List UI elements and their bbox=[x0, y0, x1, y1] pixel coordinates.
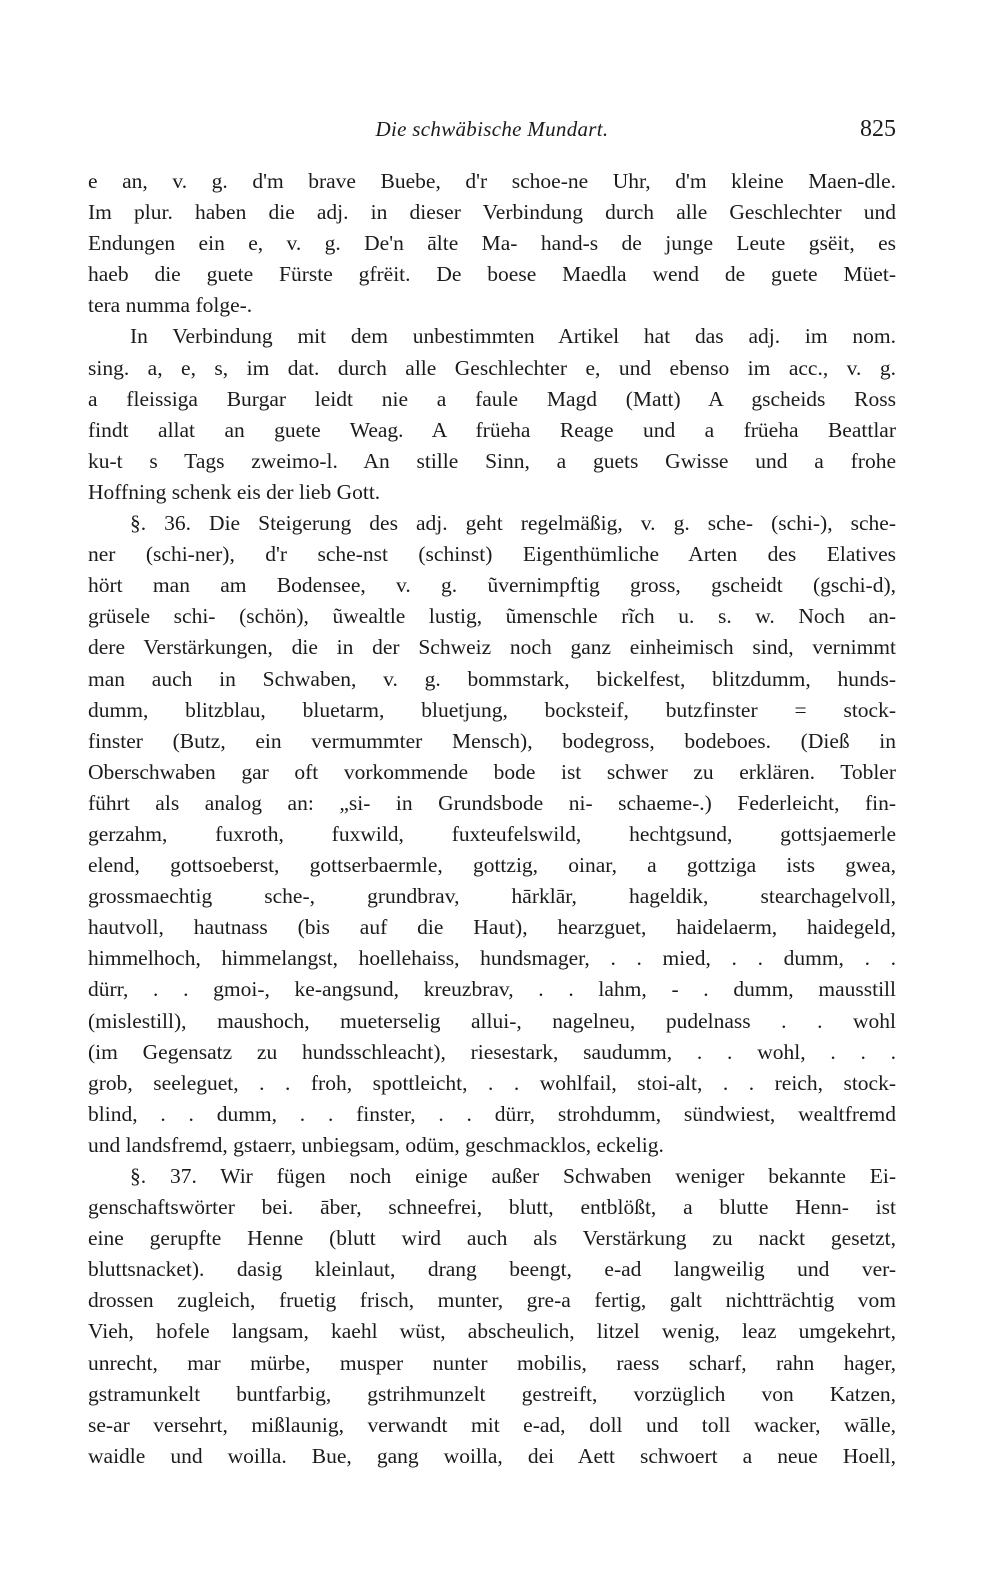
text-line: eine gerupfte Henne (blutt wird auch als Verstärkung zu nackt gesetzt, bbox=[88, 1226, 896, 1251]
text-line: sing. a, e, s, im dat. durch alle Geschlechter e, und ebenso im acc., v. g. bbox=[88, 355, 896, 380]
text-line: findt allat an guete Weag. A früeha Reage und a früeha Beattlar bbox=[88, 417, 896, 442]
page-number: 825 bbox=[860, 116, 896, 142]
section-36-heading-line: §. 36. Die Steigerung des adj. geht regelmäßig, v. g. sche- (schi-), sche- bbox=[130, 511, 896, 536]
text-line: Im plur. haben die adj. in dieser Verbindung durch alle Geschlechter und bbox=[88, 200, 896, 225]
paragraph-start-line: In Verbindung mit dem unbestimmten Artikel hat das adj. im nom. bbox=[130, 324, 896, 349]
text-line: (im Gegensatz zu hundsschleacht), riesestark, saudumm, . . wohl, . . . bbox=[88, 1039, 896, 1064]
text-line: tera numma folge-. bbox=[88, 293, 253, 318]
text-line: und landsfremd, gstaerr, unbiegsam, odüm, geschmacklos, eckelig. bbox=[88, 1132, 664, 1157]
text-line: grob, seeleguet, . . froh, spottleicht, . . wohlfail, stoi-alt, . . reich, stock- bbox=[88, 1070, 896, 1095]
text-line: Endungen ein e, v. g. De'n ālte Ma- hand-s de junge Leute gsëit, es bbox=[88, 231, 896, 256]
text-line: elend, gottsoeberst, gottserbaermle, gottzig, oinar, a gottziga ists gwea, bbox=[88, 853, 896, 878]
text-line: himmelhoch, himmelangst, hoellehaiss, hundsmager, . . mied, . . dumm, . . bbox=[88, 946, 896, 971]
text-line: haeb die guete Fürste gfrëit. De boese Maedla wend de guete Müet- bbox=[88, 262, 896, 287]
text-line: bluttsnacket). dasig kleinlaut, drang beengt, e-ad langweilig und ver- bbox=[88, 1257, 896, 1282]
text-line: waidle und woilla. Bue, gang woilla, dei Aett schwoert a neue Hoell, bbox=[88, 1443, 896, 1468]
text-line: ku-t s Tags zweimo-l. An stille Sinn, a guets Gwisse und a frohe bbox=[88, 448, 896, 473]
text-line: grossmaechtig sche-, grundbrav, hārklār, hageldik, stearchagelvoll, bbox=[88, 884, 896, 909]
section-37-heading-line: §. 37. Wir fügen noch einige außer Schwaben weniger bekannte Ei- bbox=[130, 1164, 896, 1188]
text-line: dürr, . . gmoi-, ke-angsund, kreuzbrav, . . lahm, - . dumm, mausstill bbox=[88, 977, 896, 1002]
text-line: Hoffning schenk eis der lieb Gott. bbox=[88, 479, 381, 504]
running-head bbox=[88, 112, 896, 146]
text-line: hört man am Bodensee, v. g. ũvernimpftig gross, gscheidt (gschi-d), bbox=[88, 573, 896, 598]
text-line: unrecht, mar mürbe, musper nunter mobilis, raess scharf, rahn hager, bbox=[88, 1350, 896, 1375]
text-line: e an, v. g. d'm brave Buebe, d'r schoe-ne Uhr, d'm kleine Maen-dle. bbox=[88, 169, 896, 193]
text-line: se-ar versehrt, mißlaunig, verwandt mit e-ad, doll und toll wacker, wālle, bbox=[88, 1412, 896, 1437]
text-line: Oberschwaben gar oft vorkommende bode ist schwer zu erklären. Tobler bbox=[88, 759, 896, 784]
text-line: man auch in Schwaben, v. g. bommstark, bickelfest, blitzdumm, hunds- bbox=[88, 666, 896, 691]
text-line: gstramunkelt buntfarbig, gstrihmunzelt gestreift, vorzüglich von Katzen, bbox=[88, 1381, 896, 1406]
text-line: genschaftswörter bei. āber, schneefrei, blutt, entblößt, a blutte Henn- ist bbox=[88, 1195, 896, 1220]
text-line: blind, . . dumm, . . finster, . . dürr, strohdumm, sündwiest, wealtfremd bbox=[88, 1101, 896, 1126]
text-line: Vieh, hofele langsam, kaehl wüst, abscheulich, litzel wenig, leaz umgekehrt, bbox=[88, 1319, 896, 1344]
text-line: gerzahm, fuxroth, fuxwild, fuxteufelswild, hechtgsund, gottsjaemerle bbox=[88, 821, 896, 846]
text-line: führt als analog an: „si- in Grundsbode ni- schaeme-.) Federleicht, fin- bbox=[88, 790, 896, 815]
text-line: ner (schi-ner), d'r sche-nst (schinst) Eigenthümliche Arten des Elatives bbox=[88, 542, 896, 567]
text-line: dumm, blitzblau, bluetarm, bluetjung, bocksteif, butzfinster = stock- bbox=[88, 697, 896, 722]
text-line: (mislestill), maushoch, mueterselig allui-, nagelneu, pudelnass . . wohl bbox=[88, 1008, 896, 1033]
body-text bbox=[88, 166, 896, 1472]
text-line: a fleissiga Burgar leidt nie a faule Magd (Matt) A gscheids Ross bbox=[88, 386, 896, 411]
text-line: grüsele schi- (schön), ũwealtle lustig, ũmenschle rĩch u. s. w. Noch an- bbox=[88, 604, 896, 629]
text-line: hautvoll, hautnass (bis auf die Haut), hearzguet, haidelaerm, haidegeld, bbox=[88, 915, 896, 940]
text-line: drossen zugleich, fruetig frisch, munter, gre-a fertig, galt nichtträchtig vom bbox=[88, 1288, 896, 1313]
text-line: finster (Butz, ein vermummter Mensch), bodegross, bodeboes. (Dieß in bbox=[88, 728, 896, 753]
text-line: dere Verstärkungen, die in der Schweiz noch ganz einheimisch sind, vernimmt bbox=[88, 635, 896, 660]
running-title: Die schwäbische Mundart. bbox=[375, 117, 609, 141]
